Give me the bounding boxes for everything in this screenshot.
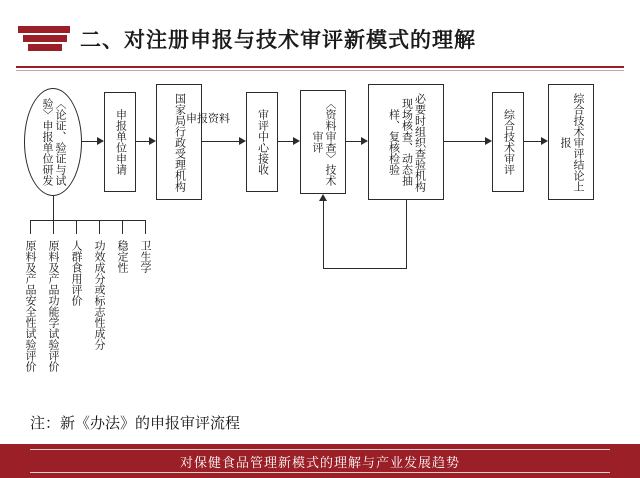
flow-node-review-center: 审评中心接收 (246, 92, 278, 192)
branch-label-function: 原料及产品功能学试验评价 (47, 240, 59, 372)
slide-note: 注：新《办法》的申报审评流程 (30, 415, 241, 432)
page-title: 二、对注册申报与技术审评新模式的理解 (80, 29, 476, 52)
ribbon-bar-1 (18, 26, 70, 33)
connector-center-to-review (278, 141, 293, 142)
branch-label-stability: 稳定性 (116, 240, 128, 273)
title-divider (16, 66, 624, 68)
arrowhead-report (541, 137, 548, 145)
ribbon-bar-3 (28, 44, 62, 51)
arrowhead-comprehensive (485, 137, 492, 145)
feedback-arrowhead (319, 194, 327, 201)
connector-comprehensive-to-report (524, 141, 541, 142)
feedback-line-down (406, 200, 407, 268)
connector-research-to-application (82, 141, 97, 142)
branch-label-safety: 原料及产品安全性试验评价 (24, 240, 36, 372)
flow-node-research: 〈论证、验证与试验〉申报单位研发 (24, 88, 82, 196)
flow-node-report-conclusion: 综合技术审评结论上报 (548, 84, 594, 200)
branch-label-components: 功效成分或标志性成分 (93, 240, 105, 350)
arrowhead-agency (149, 137, 156, 145)
branch-drop-6 (145, 220, 146, 234)
slide-footer (0, 444, 640, 478)
branch-drop-1 (30, 220, 31, 234)
title-divider-secondary (16, 70, 624, 71)
footer-text: 对保健食品管理新模式的理解与产业发展趋势 (30, 449, 610, 473)
arrowhead-center (239, 137, 246, 145)
branch-drop-2 (53, 220, 54, 234)
flow-node-comprehensive-review: 综合技术审评 (492, 92, 524, 192)
ribbon-bar-2 (23, 35, 67, 42)
title-ribbon-icon (18, 26, 70, 52)
arrowhead-application (97, 137, 104, 145)
branch-label-hygiene: 卫生学 (139, 240, 151, 273)
branch-drop-4 (99, 220, 100, 234)
connector-application-to-agency (136, 141, 149, 142)
flow-node-technical-review: 〈资料审查〉技术审评 (300, 90, 346, 194)
arrowhead-inspection (361, 137, 368, 145)
branch-label-population: 人群食用评价 (70, 240, 82, 306)
connector-review-to-inspection (346, 141, 361, 142)
flow-node-acceptance-agency: 国家局行政受理机构 (156, 84, 202, 200)
arrowhead-review (293, 137, 300, 145)
flow-node-onsite-inspection: 必要时组织查验机构现场核查、动态抽样、复核检验 (368, 84, 444, 200)
connector-agency-to-center (202, 141, 239, 142)
edge-label-application-materials: 申报资料 (186, 113, 230, 125)
branch-bar (30, 220, 145, 221)
feedback-line-up (323, 201, 324, 269)
connector-inspection-to-comprehensive (444, 141, 485, 142)
branch-stem (53, 196, 54, 220)
feedback-line-left (323, 268, 407, 269)
branch-drop-5 (122, 220, 123, 234)
flow-node-application: 申报单位申请 (104, 92, 136, 192)
branch-drop-3 (76, 220, 77, 234)
